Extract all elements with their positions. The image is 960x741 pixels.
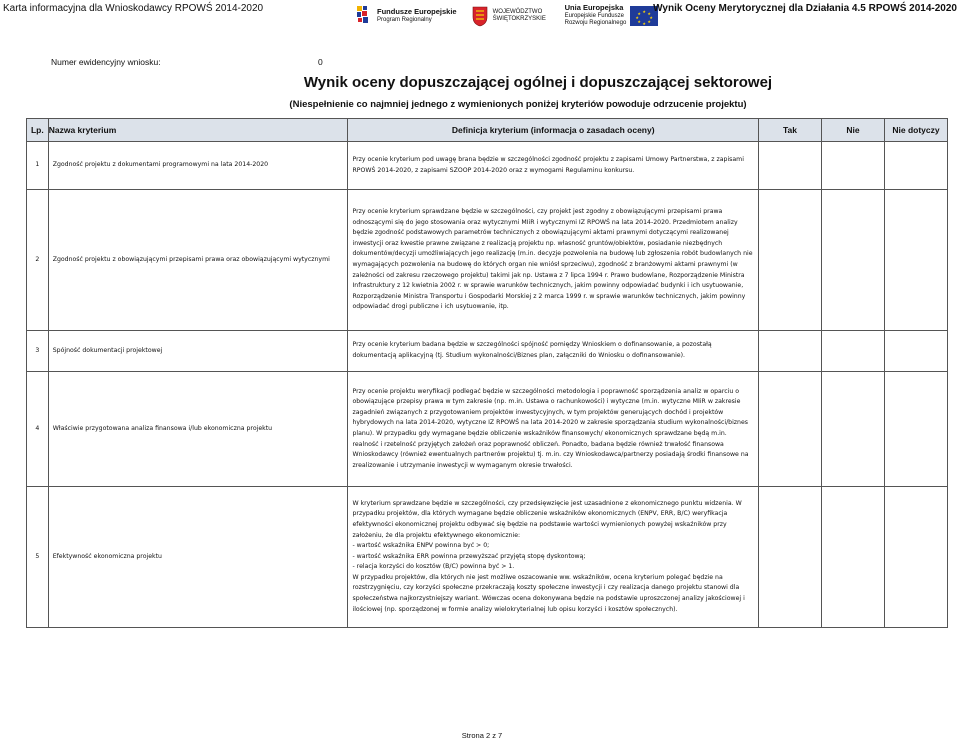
row-lp: 1 xyxy=(27,142,49,190)
fe-logo xyxy=(355,5,457,27)
table-header-row xyxy=(27,119,948,142)
eu-logo-name: Unia Europejska xyxy=(564,3,624,12)
logo-strip xyxy=(355,4,658,27)
row-criterion-name: Spójność dokumentacji projektowej xyxy=(48,331,348,372)
page-footer xyxy=(0,731,960,740)
row-yes-cell xyxy=(759,331,822,372)
row-yes-cell xyxy=(759,372,822,487)
row-no-cell xyxy=(821,142,884,190)
fe-logo-icon xyxy=(355,5,373,27)
row-criterion-definition: Przy ocenie kryterium sprawdzane będzie w szczególności, czy projekt jest zgodny z obowiązującymi przepisami prawa odnoszącymi się do jego stosowania oraz wytycznymi MIiR i wytycznymi IZ RPOWŚ na lata 2014-2020. Przedmiotem analizy będzie zgodność podstawowych parametrów technicznych z obowiązującymi aktami prawnymi dotyczącymi realizowanej inwestycji oraz kwestie prawne związane z realizacją projektu np. własność gruntów/obiektów, posiadanie niezbędnych dokumentów/decyzji umożliwiających jego realizację (m.in. decyzje pozwolenia na budowę lub zgłoszenia robót budowlanych nie wymagających pozwolenia na budowę do których organ nie wniósł sprzeciwu), zgodność z branżowymi aktami prawnymi (w zależności od zakresu rzeczowego projektu) takimi jak np. Ustawa z 7 lipca 1994 r. Prawo budowlane, Rozporządzenie Ministra Infrastruktury z 12 kwietnia 2002 r. w sprawie warunków technicznych, jakim powinny odpowiadać budynki i ich usytuowanie, Rozporządzenie Ministra Transportu i Gospodarki Morskiej z 2 marca 1999 r. w sprawie warunków technicznych, jakim powinny odpowiadać drogi publiczne i ich usytuowanie, itp. xyxy=(348,190,759,331)
table-row xyxy=(27,487,948,628)
row-lp: 2 xyxy=(27,190,49,331)
row-yes-cell xyxy=(759,142,822,190)
row-criterion-definition: Przy ocenie kryterium badana będzie w szczególności spójność pomiędzy Wnioskiem o dofinansowanie, a pozostałą dokumentacją aplikacyjną (tj. Studium wykonalności/Biznes plan, załączniki do Wniosku o dofinansowanie). xyxy=(348,331,759,372)
row-not-applicable-cell xyxy=(884,142,947,190)
row-criterion-name: Efektywność ekonomiczna projektu xyxy=(48,487,348,628)
col-header-not-applicable: Nie dotyczy xyxy=(884,119,947,142)
row-not-applicable-cell xyxy=(884,190,947,331)
fe-logo-sub: Program Regionalny xyxy=(377,16,432,23)
table-row xyxy=(27,190,948,331)
table-row xyxy=(27,372,948,487)
header-left-title: Karta informacyjna dla Wnioskodawcy RPOWŚ 2014-2020 xyxy=(3,3,264,14)
row-no-cell xyxy=(821,331,884,372)
row-no-cell xyxy=(821,190,884,331)
row-not-applicable-cell xyxy=(884,331,947,372)
table-row xyxy=(27,142,948,190)
coat-of-arms-icon xyxy=(471,5,489,27)
row-no-cell xyxy=(821,487,884,628)
row-lp: 4 xyxy=(27,372,49,487)
col-header-name: Nazwa kryterium xyxy=(48,119,348,142)
region-logo-name: WOJEWÓDZTWO ŚWIĘTOKRZYSKIE xyxy=(492,8,546,22)
page-header xyxy=(0,0,960,34)
row-criterion-definition: Przy ocenie projektu weryfikacji podlegać będzie w szczególności metodologia i poprawność sporządzenia analiz w oparciu o obowiązujące przepisy prawa w tym zakresie (np. m.in. Ustawa o rachunkowości) i wytyczne (m.in. wytyczne MIiR w zakresie zagadnień związanych z przygotowaniem projektów inwestycyjnych, w tym projektów generujących dochód i projektów hybrydowych na lata 2014-2020, wytyczne IZ RPOWŚ na lata 2014-2020 w zakresie sporządzania studium wykonalności/biznes planu). W przypadku gdy wymagane będzie obliczenie wskaźników finansowych/ ekonomicznych sprawdzane będą m.in. realność i rzetelność przyjętych założeń oraz poprawność obliczeń. Ponadto, badana będzie również trwałość finansowa Wnioskodawcy (również ewentualnych partnerów projektu) tj. m.in. czy Wnioskodawca/partnerzy posiadają środki finansowe na zrealizowanie i utrzymanie inwestycji w wymaganym okresie trwałości. xyxy=(348,372,759,487)
eu-logo-sub2: Rozwoju Regionalnego xyxy=(564,20,627,26)
row-criterion-name: Zgodność projektu z dokumentami programowymi na lata 2014-2020 xyxy=(48,142,348,190)
application-number-label: Numer ewidencyjny wniosku: xyxy=(51,57,161,67)
header-right-title: Wynik Oceny Merytorycznej dla Działania 4.5 RPOWŚ 2014-2020 xyxy=(653,3,957,14)
row-lp: 3 xyxy=(27,331,49,372)
table-row xyxy=(27,331,948,372)
row-not-applicable-cell xyxy=(884,487,947,628)
row-criterion-name: Właściwie przygotowana analiza finansowa i/lub ekonomiczna projektu xyxy=(48,372,348,487)
row-yes-cell xyxy=(759,190,822,331)
row-criterion-name: Zgodność projektu z obowiązującymi przepisami prawa oraz obowiązującymi wytycznymi xyxy=(48,190,348,331)
page-title-text: Wynik oceny dopuszczającej ogólnej i dopuszczającej sektorowej xyxy=(303,74,773,91)
col-header-yes: Tak xyxy=(759,119,822,142)
page-title xyxy=(0,74,960,91)
row-criterion-definition: Przy ocenie kryterium pod uwagę brana będzie w szczególności zgodność projektu z zapisami Umowy Partnerstwa, z zapisami RPOWŚ 2014-2020, z zapisami SZOOP 2014-2020 oraz z wymogami Regulaminu konkursu. xyxy=(348,142,759,190)
row-not-applicable-cell xyxy=(884,372,947,487)
row-lp: 5 xyxy=(27,487,49,628)
page-subtitle-text: (Niespełnienie co najmniej jednego z wymienionych poniżej kryteriów powoduje odrzucenie projektu) xyxy=(289,99,747,110)
eu-logo-sub1: Europejskie Fundusze xyxy=(564,13,624,19)
page-subtitle xyxy=(0,99,960,110)
page-number: Strona 2 z 7 xyxy=(461,731,503,740)
criteria-table xyxy=(26,118,948,628)
col-header-definition: Definicja kryterium (informacja o zasadach oceny) xyxy=(348,119,759,142)
application-number-value: 0 xyxy=(318,57,323,67)
row-criterion-definition: W kryterium sprawdzane będzie w szczególności, czy przedsięwzięcie jest uzasadnione z ekonomicznego punktu widzenia. W przypadku projektów, dla których wymagane będzie obliczenie wskaźników ekonomicznych (ENPV, ERR, B/C) weryfikacja efektywności ekonomicznej projektu odbywać się będzie na podstawie wartości wymienionych powyżej wskaźników przy założeniu, że dla projektu efektywnego ekonomicznie: - wartość wskaźnika ENPV powinna być > 0; - wartość wskaźnika ERR powinna przewyższać przyjętą stopę dyskontową; - relacja korzyści do kosztów (B/C) powinna być > 1. W przypadku projektów, dla których nie jest możliwe oszacowanie ww. wskaźników, ocena kryterium polegać będzie na rozstrzygnięciu, czy korzyści społeczne przekraczają koszty społeczne inwestycji i czy realizacja danego projektu stanowi dla społeczeństwa najkorzystniejszy wariant. Wówczas ocena dokonywana będzie na podstawie uproszczonej analizy jakościowej i ilościowej (np. sporządzonej w formie analizy wielokryterialnej lub opisu korzyści i kosztów społecznych). xyxy=(348,487,759,628)
row-yes-cell xyxy=(759,487,822,628)
region-logo xyxy=(471,5,551,27)
col-header-no: Nie xyxy=(821,119,884,142)
row-no-cell xyxy=(821,372,884,487)
fe-logo-name: Fundusze Europejskie xyxy=(377,6,457,16)
eu-logo xyxy=(565,4,659,27)
col-header-lp: Lp. xyxy=(27,119,49,142)
eu-flag-icon: ★ ★ ★ ★ ★ ★ ★ ★ xyxy=(630,6,658,26)
